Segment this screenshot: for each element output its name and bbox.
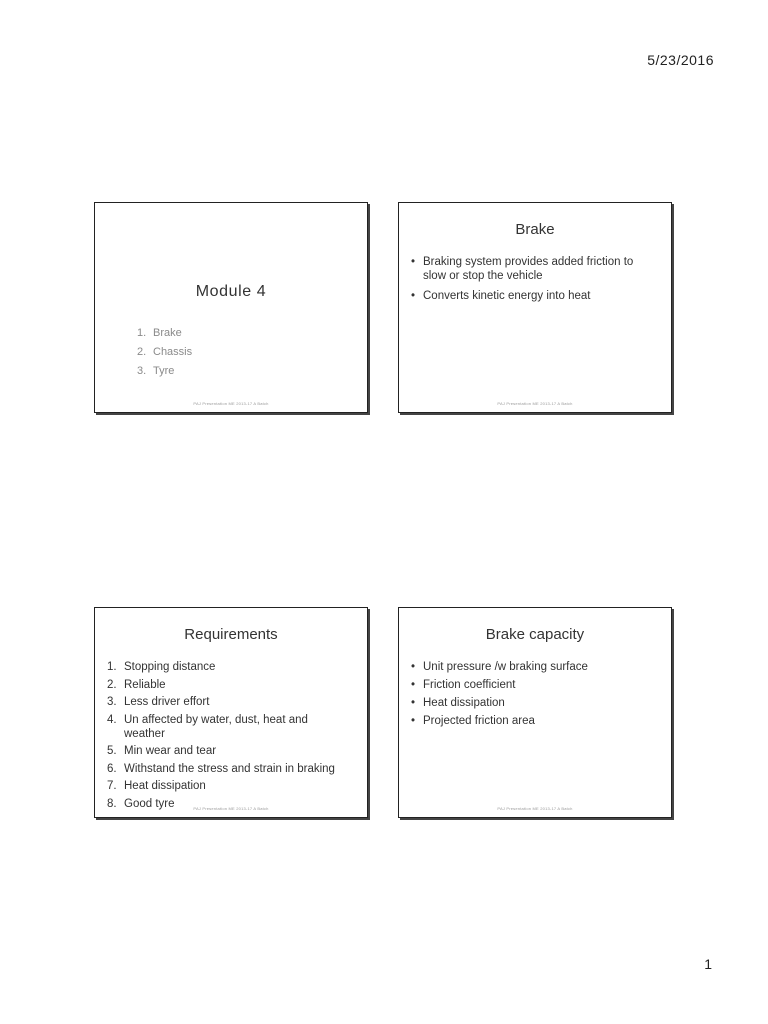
list-item (107, 762, 349, 776)
slide-brake (398, 202, 672, 413)
print-date: 5/23/2016 (647, 52, 714, 68)
slide-title: Brake (515, 221, 555, 238)
list-item (137, 326, 192, 340)
list-number: 3. (107, 696, 117, 708)
page-number: 1 (704, 956, 712, 972)
list-number: 1. (137, 327, 147, 339)
list-text: Reliable (124, 678, 166, 691)
list-number: 2. (107, 678, 117, 691)
list-item (107, 713, 349, 741)
bullet-item: • Converts kinetic energy into heat (411, 289, 657, 303)
list-item (107, 744, 349, 758)
list-item (137, 345, 192, 359)
list-text: Un affected by water, dust, heat and weather (124, 713, 308, 740)
list-text: Min wear and tear (124, 745, 217, 757)
list-number: 7. (107, 780, 117, 792)
slide-title: Brake capacity (485, 626, 585, 643)
bullet-list (411, 255, 657, 309)
slide-footer: PAJ Presentation ME 2013-17 A Batch (193, 806, 269, 811)
slide-title: Module 4 (195, 283, 267, 300)
list-text: Tyre (153, 365, 175, 377)
slide-brake-capacity (398, 607, 672, 818)
slide-requirements (94, 607, 368, 818)
list-text: Less driver effort (124, 696, 210, 708)
slide-title: Requirements (184, 626, 278, 643)
list-text: Brake (153, 327, 182, 339)
list-number: 5. (107, 745, 117, 757)
list-text: Withstand the stress and strain in braking (124, 762, 335, 775)
bullet-item: • Unit pressure /w braking surface (411, 660, 657, 674)
list-item (107, 779, 349, 793)
list-number: 1. (107, 661, 117, 673)
bullet-item: • Heat dissipation (411, 696, 657, 710)
bullet-item: • Projected friction area (411, 714, 657, 728)
requirements-list (107, 660, 349, 814)
list-number: 4. (107, 713, 117, 726)
slide-module-4 (94, 202, 368, 413)
slide-footer: PAJ Presentation ME 2013-17 A Batch (193, 401, 269, 406)
list-number: 2. (137, 346, 147, 358)
list-item (107, 660, 349, 674)
list-text: Chassis (153, 346, 193, 358)
list-text: Good tyre (124, 797, 175, 810)
list-text: Stopping distance (124, 661, 216, 673)
bullet-item: • Friction coefficient (411, 678, 657, 692)
topic-list (137, 326, 192, 383)
list-number: 6. (107, 762, 117, 775)
list-number: 3. (137, 365, 147, 377)
slide-footer: PAJ Presentation ME 2013-17 A Batch (497, 401, 573, 406)
list-item (107, 678, 349, 692)
bullet-item: • Braking system provides added friction to slow or stop the vehicle (411, 255, 657, 283)
slide-footer: PAJ Presentation ME 2013-17 A Batch (497, 806, 573, 811)
list-number: 8. (107, 797, 117, 810)
list-item (137, 364, 192, 378)
list-item (107, 695, 349, 709)
list-text: Heat dissipation (124, 780, 206, 792)
bullet-list (411, 660, 657, 732)
